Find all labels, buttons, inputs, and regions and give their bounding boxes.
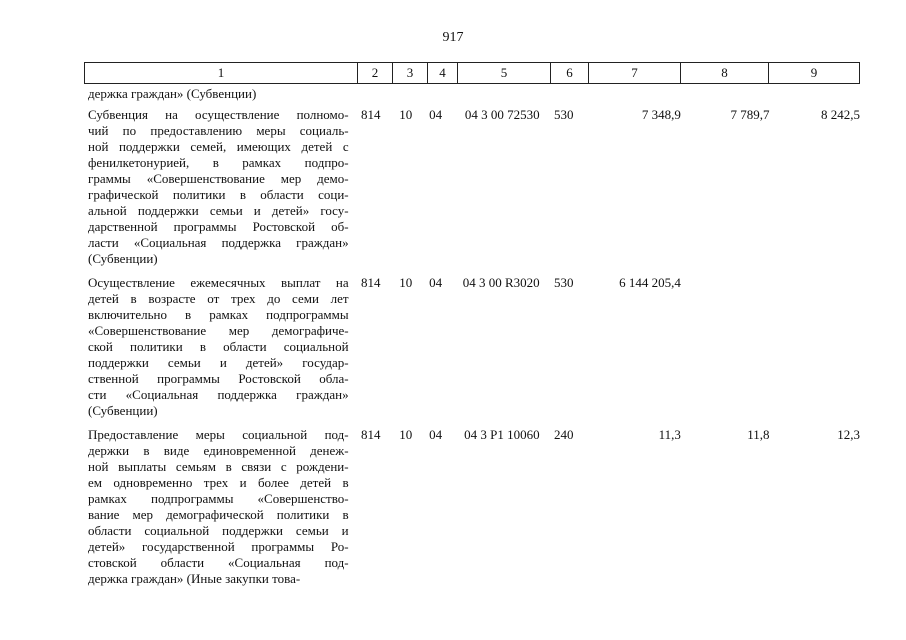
row-section-code: 814 — [360, 275, 381, 290]
description-line: графической политики в области соци- — [88, 187, 349, 202]
column-header-4: 4 — [428, 63, 458, 84]
column-header-9: 9 — [769, 63, 860, 84]
row-amount-col9: 8 242,5 — [821, 107, 860, 122]
description-line: дарственной программы Ростовской об- — [88, 219, 349, 234]
description-line: ной поддержки семей, имеющих детей с — [88, 139, 349, 154]
column-header-table — [84, 62, 860, 84]
description-line: фенилкетонурией, в рамках подпро- — [88, 155, 349, 170]
column-header-row — [85, 63, 860, 84]
description-line: сти «Социальная поддержка граждан» — [88, 387, 349, 402]
description-line: (Субвенции) — [88, 251, 158, 266]
description-line: рамках подпрограммы «Совершенство- — [88, 491, 349, 506]
row-expense-type: 530 — [553, 107, 574, 122]
row-subdivision: 04 — [429, 275, 443, 290]
row-subdivision: 04 — [429, 107, 443, 122]
description-line: области социальной поддержки семьи и — [88, 523, 349, 538]
column-header-5: 5 — [458, 63, 551, 84]
row-target-article: 04 3 00 R3020 — [462, 275, 540, 290]
description-line: граммы «Совершенствование мер демо- — [88, 171, 349, 186]
row-description — [84, 107, 349, 267]
description-line: держка граждан» (Иные закупки това- — [88, 571, 301, 586]
description-line: чий по предоставлению меры социаль- — [88, 123, 349, 138]
row-amount-col8 — [684, 275, 774, 419]
description-line: детей в возрасте от трех до семи лет — [88, 291, 349, 306]
column-header-3: 3 — [393, 63, 428, 84]
description-line: поддержки семьи и детей» государ- — [88, 355, 349, 370]
description-line: ной выплаты семьям в связи с рождени- — [88, 459, 349, 474]
row-expense-type: 240 — [553, 427, 574, 442]
description-line: (Субвенции) — [88, 403, 158, 418]
description-line: альной поддержки семьи и детей» госу- — [88, 203, 349, 218]
table-row — [84, 107, 864, 267]
description-line: ской политики в области социальной — [88, 339, 349, 354]
row-division: 10 — [399, 107, 413, 122]
row-division: 10 — [399, 275, 413, 290]
row-amount-col9 — [773, 275, 864, 419]
column-header-6: 6 — [551, 63, 589, 84]
column-header-7: 7 — [589, 63, 681, 84]
row-target-article: 04 3 P1 10060 — [464, 427, 540, 442]
row-amount-col7: 11,3 — [658, 427, 681, 442]
row-amount-col7: 6 144 205,4 — [619, 275, 681, 290]
table-row — [84, 275, 864, 419]
row-expense-type: 530 — [553, 275, 574, 290]
row-section-code: 814 — [360, 107, 381, 122]
description-line: ласти «Социальная поддержка граждан» — [88, 235, 349, 250]
row-section-code: 814 — [360, 427, 381, 442]
column-header-1: 1 — [85, 63, 358, 84]
description-line: Субвенция на осуществление полномо- — [88, 107, 349, 122]
description-line: Осуществление ежемесячных выплат на — [88, 275, 349, 290]
row-division: 10 — [399, 427, 413, 442]
description-line: Предоставление меры социальной под- — [88, 427, 349, 442]
description-line: детей» государственной программы Ро- — [88, 539, 349, 554]
row-target-article: 04 3 00 72530 — [464, 107, 540, 122]
description-line: включительно в рамках подпрограммы — [88, 307, 349, 322]
description-line: ем одновременно трех и более детей в — [88, 475, 349, 490]
row-amount-col9: 12,3 — [837, 427, 860, 442]
row-amount-col8: 11,8 — [747, 427, 770, 442]
table-row — [84, 427, 864, 587]
row-amount-col8: 7 789,7 — [730, 107, 770, 122]
description-line: держки в виде единовременной денеж- — [88, 443, 349, 458]
description-line: «Совершенствование мер демографиче- — [88, 323, 349, 338]
continuation-text: держка граждан» (Субвенции) — [88, 86, 257, 101]
row-subdivision: 04 — [429, 427, 443, 442]
page-number: 917 — [442, 30, 464, 45]
row-amount-col7: 7 348,9 — [641, 107, 681, 122]
description-line: ственной программы Ростовской обла- — [88, 371, 349, 386]
description-line: стовской области «Социальная под- — [88, 555, 349, 570]
row-description — [84, 427, 349, 587]
description-line: вание мер демографической политики в — [88, 507, 349, 522]
column-header-2: 2 — [358, 63, 393, 84]
row-description — [84, 275, 349, 419]
column-header-8: 8 — [681, 63, 769, 84]
table-body — [84, 107, 864, 595]
